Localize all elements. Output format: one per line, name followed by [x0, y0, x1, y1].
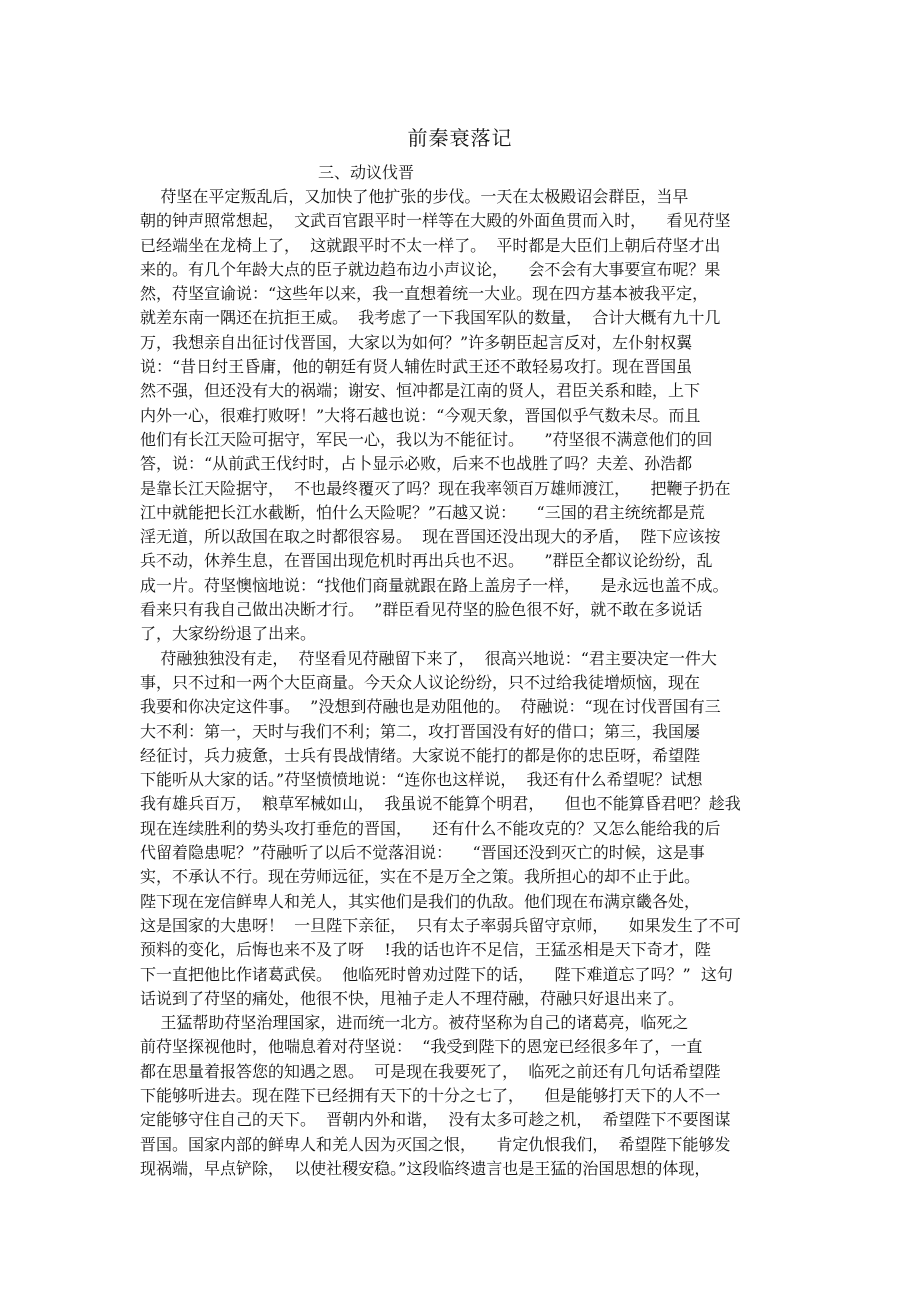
text-line: 代留着隐患呢？”苻融听了以后不觉落泪说： “晋国还没到灭亡的时候，这是事 [140, 843, 705, 863]
text-line: 前苻坚探视他时，他喘息着对苻坚说： “我受到陛下的恩宠已经很多年了，一直 [140, 1037, 703, 1057]
text-line: 陛下现在宠信鲜卑人和羌人，其实他们是我们的仇敌。他们现在布满京畿各处， [140, 891, 701, 911]
text-line: 万，我想亲自出征讨伐晋国，大家以为如何？”许多朝臣起言反对，左仆射权翼 [140, 332, 693, 352]
text-line: 看来只有我自己做出决断才行。 ”群臣看见苻坚的脸色很不好，就不敢在多说话 [140, 600, 703, 620]
text-line: 朝的钟声照常想起， 文武百官跟平时一样等在大殿的外面鱼贯而入时， 看见苻坚 [140, 211, 731, 231]
text-line: 兵不动，休养生息，在晋国出现危机时再出兵也不迟。 ”群臣全都议论纷纷，乱 [140, 551, 713, 571]
text-line: 他们有长江天险可据守，军民一心，我以为不能征讨。 ”苻坚很不满意他们的回 [140, 429, 713, 449]
text-line: 定能够守住自己的天下。 晋朝内外和谐， 没有太多可趁之机， 希望陛下不要图谋 [140, 1110, 731, 1130]
text-line: 事，只不过和一两个大臣商量。今天众人议论纷纷，只不过给我徒增烦恼，现在 [140, 672, 701, 692]
text-line: 苻坚在平定叛乱后，又加快了他扩张的步伐。一天在太极殿诏会群臣，当早 [140, 187, 689, 206]
text-line: 我要和你决定这件事。 ”没想到苻融也是劝阻他的。 苻融说：“现在讨伐晋国有三 [140, 697, 721, 717]
page-title: 前秦衰落记 [407, 126, 513, 150]
text-line: 内外一心，很难打败呀！”大将石越也说：“今观天象，晋国似乎气数未尽。而且 [140, 405, 701, 425]
text-line: 下能够听进去。现在陛下已经拥有天下的十分之七了， 但是能够打天下的人不一 [140, 1085, 721, 1105]
text-line: 成一片。苻坚懊恼地说：“找他们商量就跟在路上盖房子一样， 是永远也盖不成。 [140, 575, 729, 595]
text-line: 晋国。国家内部的鲜卑人和羌人因为灭国之恨， 肯定仇恨我们， 希望陛下能够发 [140, 1134, 731, 1154]
article-body [140, 185, 780, 1181]
text-line: 就差东南一隅还在抗拒王威。 我考虑了一下我国军队的数量， 合计大概有九十几 [140, 308, 721, 328]
text-line: 这是国家的大患呀！ 一旦陛下亲征， 只有太子率弱兵留守京师， 如果发生了不可 [140, 915, 741, 935]
text-line: 苻融独独没有走， 苻坚看见苻融留下来了， 很高兴地说：“君主要决定一件大 [140, 648, 717, 668]
text-line: 现祸端，早点铲除， 以使社稷安稳。”这段临终遗言也是王猛的治国思想的体现， [140, 1158, 711, 1178]
text-line: 实，不承认不行。现在劳师远征，实在不是万全之策。我所担心的却不止于此。 [140, 867, 701, 887]
text-line: 预料的变化，后悔也来不及了呀 !我的话也许不足信，王猛丞相是天下奇才，陛 [140, 940, 711, 960]
text-line: 然不强，但还没有大的祸端；谢安、恒冲都是江南的贤人，君臣关系和睦，上下 [140, 381, 701, 401]
text-line: 经征讨，兵力疲惫，士兵有畏战情绪。大家说不能打的都是你的忠臣呀，希望陛 [140, 745, 701, 765]
text-line: 现在连续胜利的势头攻打垂危的晋国， 还有什么不能攻克的？又怎么能给我的后 [140, 818, 721, 838]
text-line: 江中就能把长江水截断，怕什么天险呢？”石越又说： “三国的君主统统都是荒 [140, 502, 705, 522]
text-line: 话说到了苻坚的痛处，他很不快，甩袖子走人不理苻融，苻融只好退出来了。 [140, 988, 685, 1008]
text-line: 下一直把他比作诸葛武侯。 他临死时曾劝过陛下的话， 陛下难道忘了吗？” 这句 [140, 964, 733, 984]
text-line: 王猛帮助苻坚治理国家，进而统一北方。被苻坚称为自己的诸葛亮，临死之 [140, 1013, 689, 1033]
text-line: 了，大家纷纷退了出来。 [140, 624, 317, 644]
text-line: 都在思量着报答您的知遇之恩。 可是现在我要死了， 临死之前还有几句话希望陛 [140, 1061, 721, 1081]
text-line: 下能听从大家的话。”苻坚愤愤地说：“连你也这样说， 我还有什么希望呢？试想 [140, 770, 703, 790]
section-heading: 三、动议伐晋 [318, 163, 415, 182]
text-line: 淫无道，所以敌国在取之时都很容易。 现在晋国还没出现大的矛盾， 陛下应该按 [140, 527, 721, 547]
text-line: 说：“昔日纣王昏庸，他的朝廷有贤人辅佐时武王还不敢轻易攻打。现在晋国虽 [140, 357, 693, 377]
text-line: 已经端坐在龙椅上了， 这就跟平时不太一样了。 平时都是大臣们上朝后苻坚才出 [140, 235, 721, 255]
text-line: 然，苻坚宣谕说：“这些年以来，我一直想着统一大业。现在四方基本被我平定， [140, 284, 709, 304]
text-line: 来的。有几个年龄大点的臣子就边趋布边小声议论， 会不会有大事要宣布呢？果 [140, 259, 721, 279]
text-line: 答，说：“从前武王伐纣时，占卜显示必败，后来不也战胜了吗？夫差、孙浩都 [140, 454, 693, 474]
text-line: 是靠长江天险据守， 不也最终覆灭了吗？现在我率领百万雄师渡江， 把鞭子扔在 [140, 478, 731, 498]
text-line: 我有雄兵百万， 粮草军械如山， 我虽说不能算个明君， 但也不能算昏君吧？趁我 [140, 794, 741, 814]
text-line: 大不利：第一，天时与我们不利；第二，攻打晋国没有好的借口；第三，我国屡 [140, 721, 701, 741]
